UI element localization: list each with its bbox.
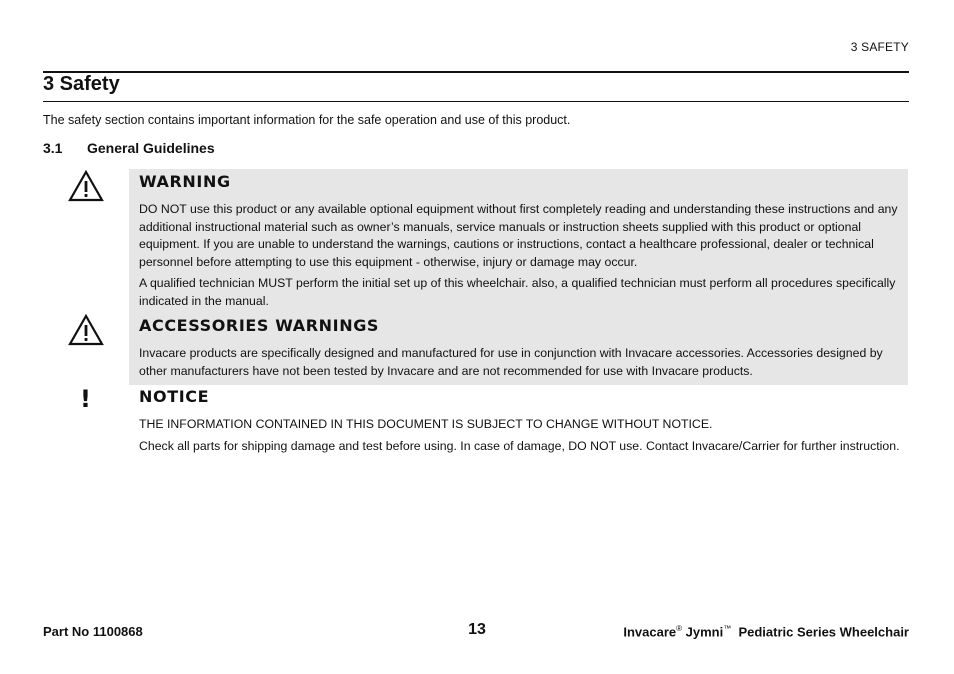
warning-heading: WARNING — [139, 172, 231, 191]
title-rule-top — [43, 71, 909, 73]
notice-exclamation-icon: ! — [80, 385, 91, 413]
warning-paragraph: A qualified technician MUST perform the initial set up of this wheelchair. also, a qualified technician must perform all procedures specifically indicated in the manual. — [139, 276, 896, 308]
trademark-mark: ™ — [723, 624, 732, 633]
warning-triangle-icon — [68, 170, 104, 202]
footer-brand: Invacare — [623, 624, 677, 640]
section-title: 3 Safety — [43, 73, 120, 95]
registered-mark: ® — [676, 624, 683, 633]
accessories-warning-heading: ACCESSORIES WARNINGS — [139, 316, 380, 335]
title-rule-bottom — [43, 101, 909, 102]
notice-block — [139, 387, 907, 459]
footer-product: Jymni — [685, 624, 724, 640]
subsection-heading — [43, 140, 215, 156]
warning-triangle-icon — [68, 314, 104, 346]
warning-block — [139, 172, 907, 314]
subsection-number: 3.1 — [43, 140, 63, 156]
accessories-warning-paragraph: Invacare products are specifically designed and manufactured for use in conjunction with Invacare accessories. Accessories designed by other manufacturers have not been tested by Invacare and are not recommended for use with Invacare products. — [139, 346, 883, 378]
footer-series: Pediatric Series Wheelchair — [738, 624, 909, 640]
running-header: 3 SAFETY — [850, 40, 909, 54]
notice-heading: NOTICE — [139, 387, 210, 406]
notice-paragraph: Check all parts for shipping damage and test before using. In case of damage, DO NOT use. Contact Invacare/Carrier for further instruction. — [139, 438, 900, 453]
warning-paragraph: DO NOT use this product or any available optional equipment without first completely reading and understanding these instructions and any additional instructional material such as owner’s manuals, service manuals or instruction sheets supplied with this product or optional equipment. If you are unable to understand the warnings, cautions or instructions, contact a healthcare professional, dealer or technical personnel before attempting to use this equipment - otherwise, injury or damage may occur. — [139, 202, 898, 269]
accessories-warning-block — [139, 316, 907, 384]
section-intro: The safety section contains important information for the safe operation and use of this product. — [43, 113, 571, 127]
subsection-title: General Guidelines — [87, 140, 215, 156]
footer-part-number: Part No 1100868 — [43, 624, 143, 639]
notice-paragraph: THE INFORMATION CONTAINED IN THIS DOCUMENT IS SUBJECT TO CHANGE WITHOUT NOTICE. — [139, 417, 713, 431]
page-number: 13 — [468, 621, 486, 638]
footer-product-title — [623, 624, 909, 639]
